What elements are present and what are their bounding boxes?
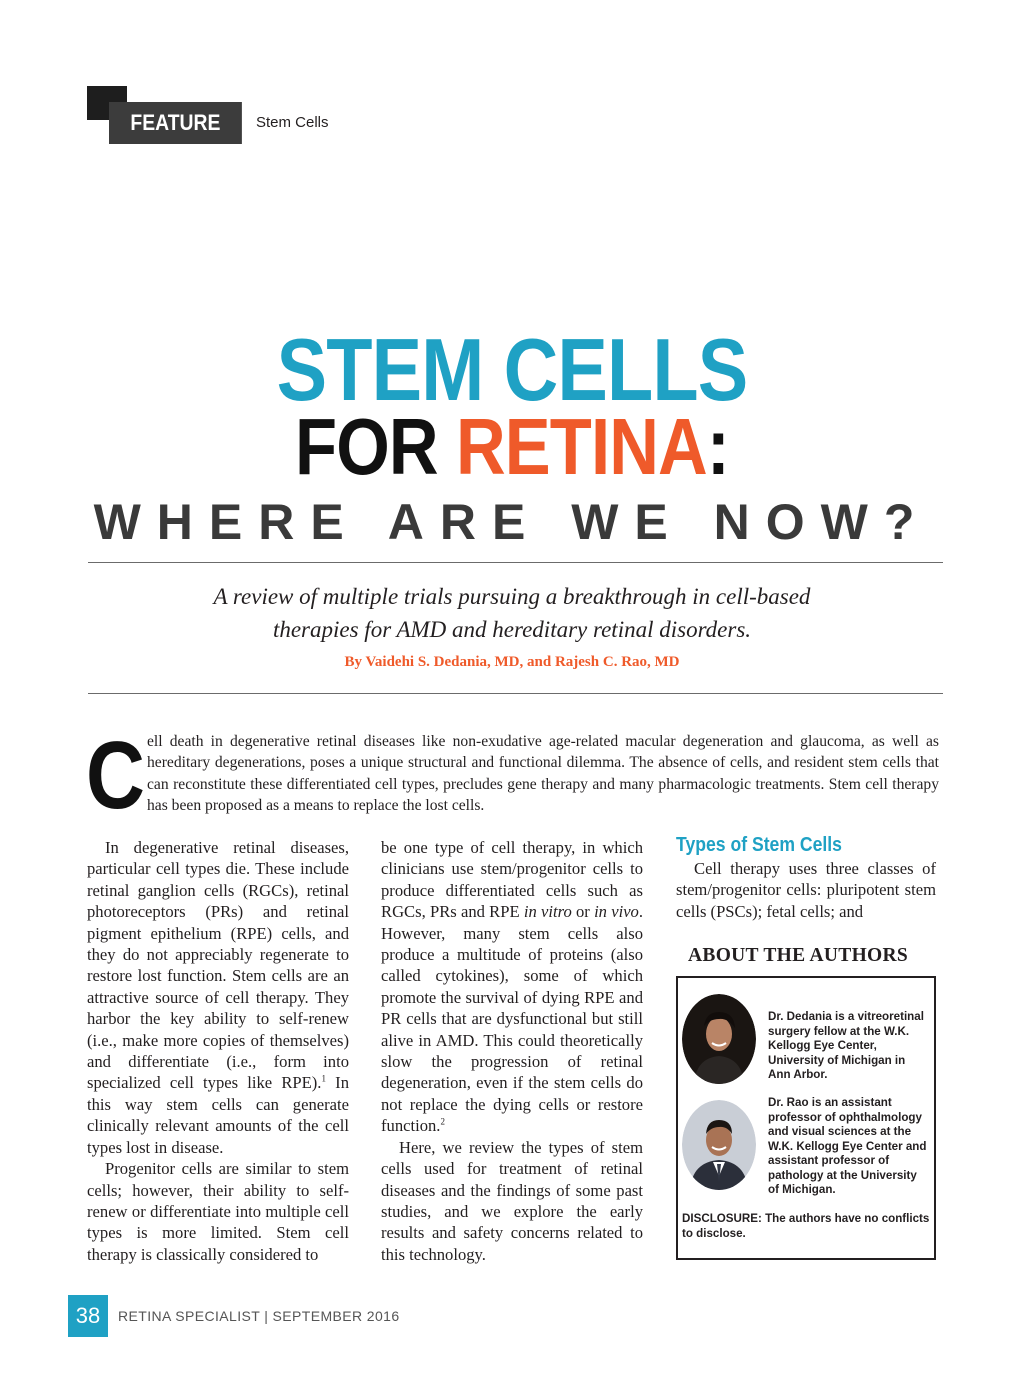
body-column-2 <box>381 837 643 1265</box>
section-label: Stem Cells <box>256 114 329 131</box>
body-column-3 <box>676 858 936 922</box>
disclosure-text: DISCLOSURE: The authors have no conflicts to disclose. <box>682 1212 930 1240</box>
drop-cap: C <box>86 722 145 829</box>
col3-paragraph-1: Cell therapy uses three classes of stem/progenitor cells: pluripotent stem cells (PSCs); fetal cells; and <box>676 859 936 921</box>
col1-paragraph-2: Progenitor cells are similar to stem cells; however, their ability to self-renew or differentiate into multiple cell types is more limited. Stem cell therapy is classically considered to <box>87 1159 349 1264</box>
intro-paragraph: ell death in degenerative retinal diseases like non-exudative age-related macular degeneration and glaucoma, as well as hereditary degenerations, poses a unique structural and functional dilemma. The absence of cells, and resident stem cells that can reconstitute these differentiated cell types, precludes gene therapy and many pharmacologic treatments. Stem cell therapy has been proposed as a means to replace the lost cells. <box>147 733 939 814</box>
divider-bottom <box>88 693 943 694</box>
author-bio-dedania: Dr. Dedania is a vitreoretinal surgery fellow at the W.K. Kellogg Eye Center, University of Michigan in Ann Arbor. <box>768 1010 924 1081</box>
title-line-1: STEM CELLS <box>276 320 748 419</box>
col1-paragraph-1 <box>87 837 349 1158</box>
col2-paragraph-1 <box>381 837 643 1137</box>
title-line-2 <box>72 402 953 492</box>
feature-tag: FEATURE <box>109 102 242 144</box>
title-for: FOR <box>295 402 456 491</box>
author-photo-rao <box>682 1100 756 1190</box>
reference-2: 2 <box>440 1116 445 1127</box>
body-column-1 <box>87 837 349 1265</box>
col1-p1-text-a: In degenerative retinal diseases, particular cell types die. These include retinal ganglion cells (RGCs), retinal photoreceptors (PRs) and retinal pigment epithelium (RPE) cells, and they do not appreciably regenerate to restore lost function. Stem cells are an attractive source of cell therapy. They harbor the key ability to self-renew (i.e., make more copies of themselves) and differentiate (i.e., form into specialized cell types like RPE). <box>87 838 349 1093</box>
col2-paragraph-2: Here, we review the types of stem cells used for treatment of retinal diseases and the findings of some past studies, and we explore the early results and safety concerns related to this technology. <box>381 1137 643 1264</box>
reference-1: 1 <box>321 1073 326 1084</box>
title-retina: RETINA <box>455 402 707 491</box>
col2-italic-in-vivo: in vivo <box>594 902 639 922</box>
about-authors-heading: ABOUT THE AUTHORS <box>688 945 909 966</box>
col1-p1-text-b: In this way stem cells can generate clinically relevant amounts of the cell types lost in disease. <box>87 1073 349 1157</box>
col2-p1-text-mid: or <box>571 902 595 922</box>
author-bio-rao: Dr. Rao is an assistant professor of ophthalmology and visual sciences at the W.K. Kellogg Eye Center and assistant professor of pathology at the University of Michigan. <box>768 1096 927 1196</box>
publication-footer: RETINA SPECIALIST | SEPTEMBER 2016 <box>118 1308 400 1324</box>
deck-line-2: therapies for AMD and hereditary retinal disorders. <box>272 617 752 642</box>
title-colon: : <box>706 402 729 491</box>
page-number: 38 <box>68 1295 108 1337</box>
subheading-types-of-stem-cells: Types of Stem Cells <box>676 834 842 856</box>
deck-line-1: A review of multiple trials pursuing a breakthrough in cell-based <box>213 584 811 609</box>
byline: By Vaidehi S. Dedania, MD, and Rajesh C. Rao, MD <box>344 654 680 670</box>
title-line-3: WHERE ARE WE NOW? <box>93 494 931 550</box>
col2-p1-text-a: be one type of cell therapy, in which clinicians use stem/progenitor cells to produce differentiated cells such as RGCs, PRs and RPE <box>381 838 643 922</box>
divider-top <box>88 562 943 563</box>
col2-p1-text-b: . However, many stem cells also produce a multitude of proteins (also called cytokines), some of which promote the survival of dying RPE and PR cells that are dysfunctional but still alive in AMD. This could theoretically slow the progression of retinal degeneration, even if the stem cells do not replace the dying cells or restore function. <box>381 902 644 1136</box>
col2-italic-in-vitro: in vitro <box>523 902 572 922</box>
author-photo-dedania <box>682 994 756 1084</box>
